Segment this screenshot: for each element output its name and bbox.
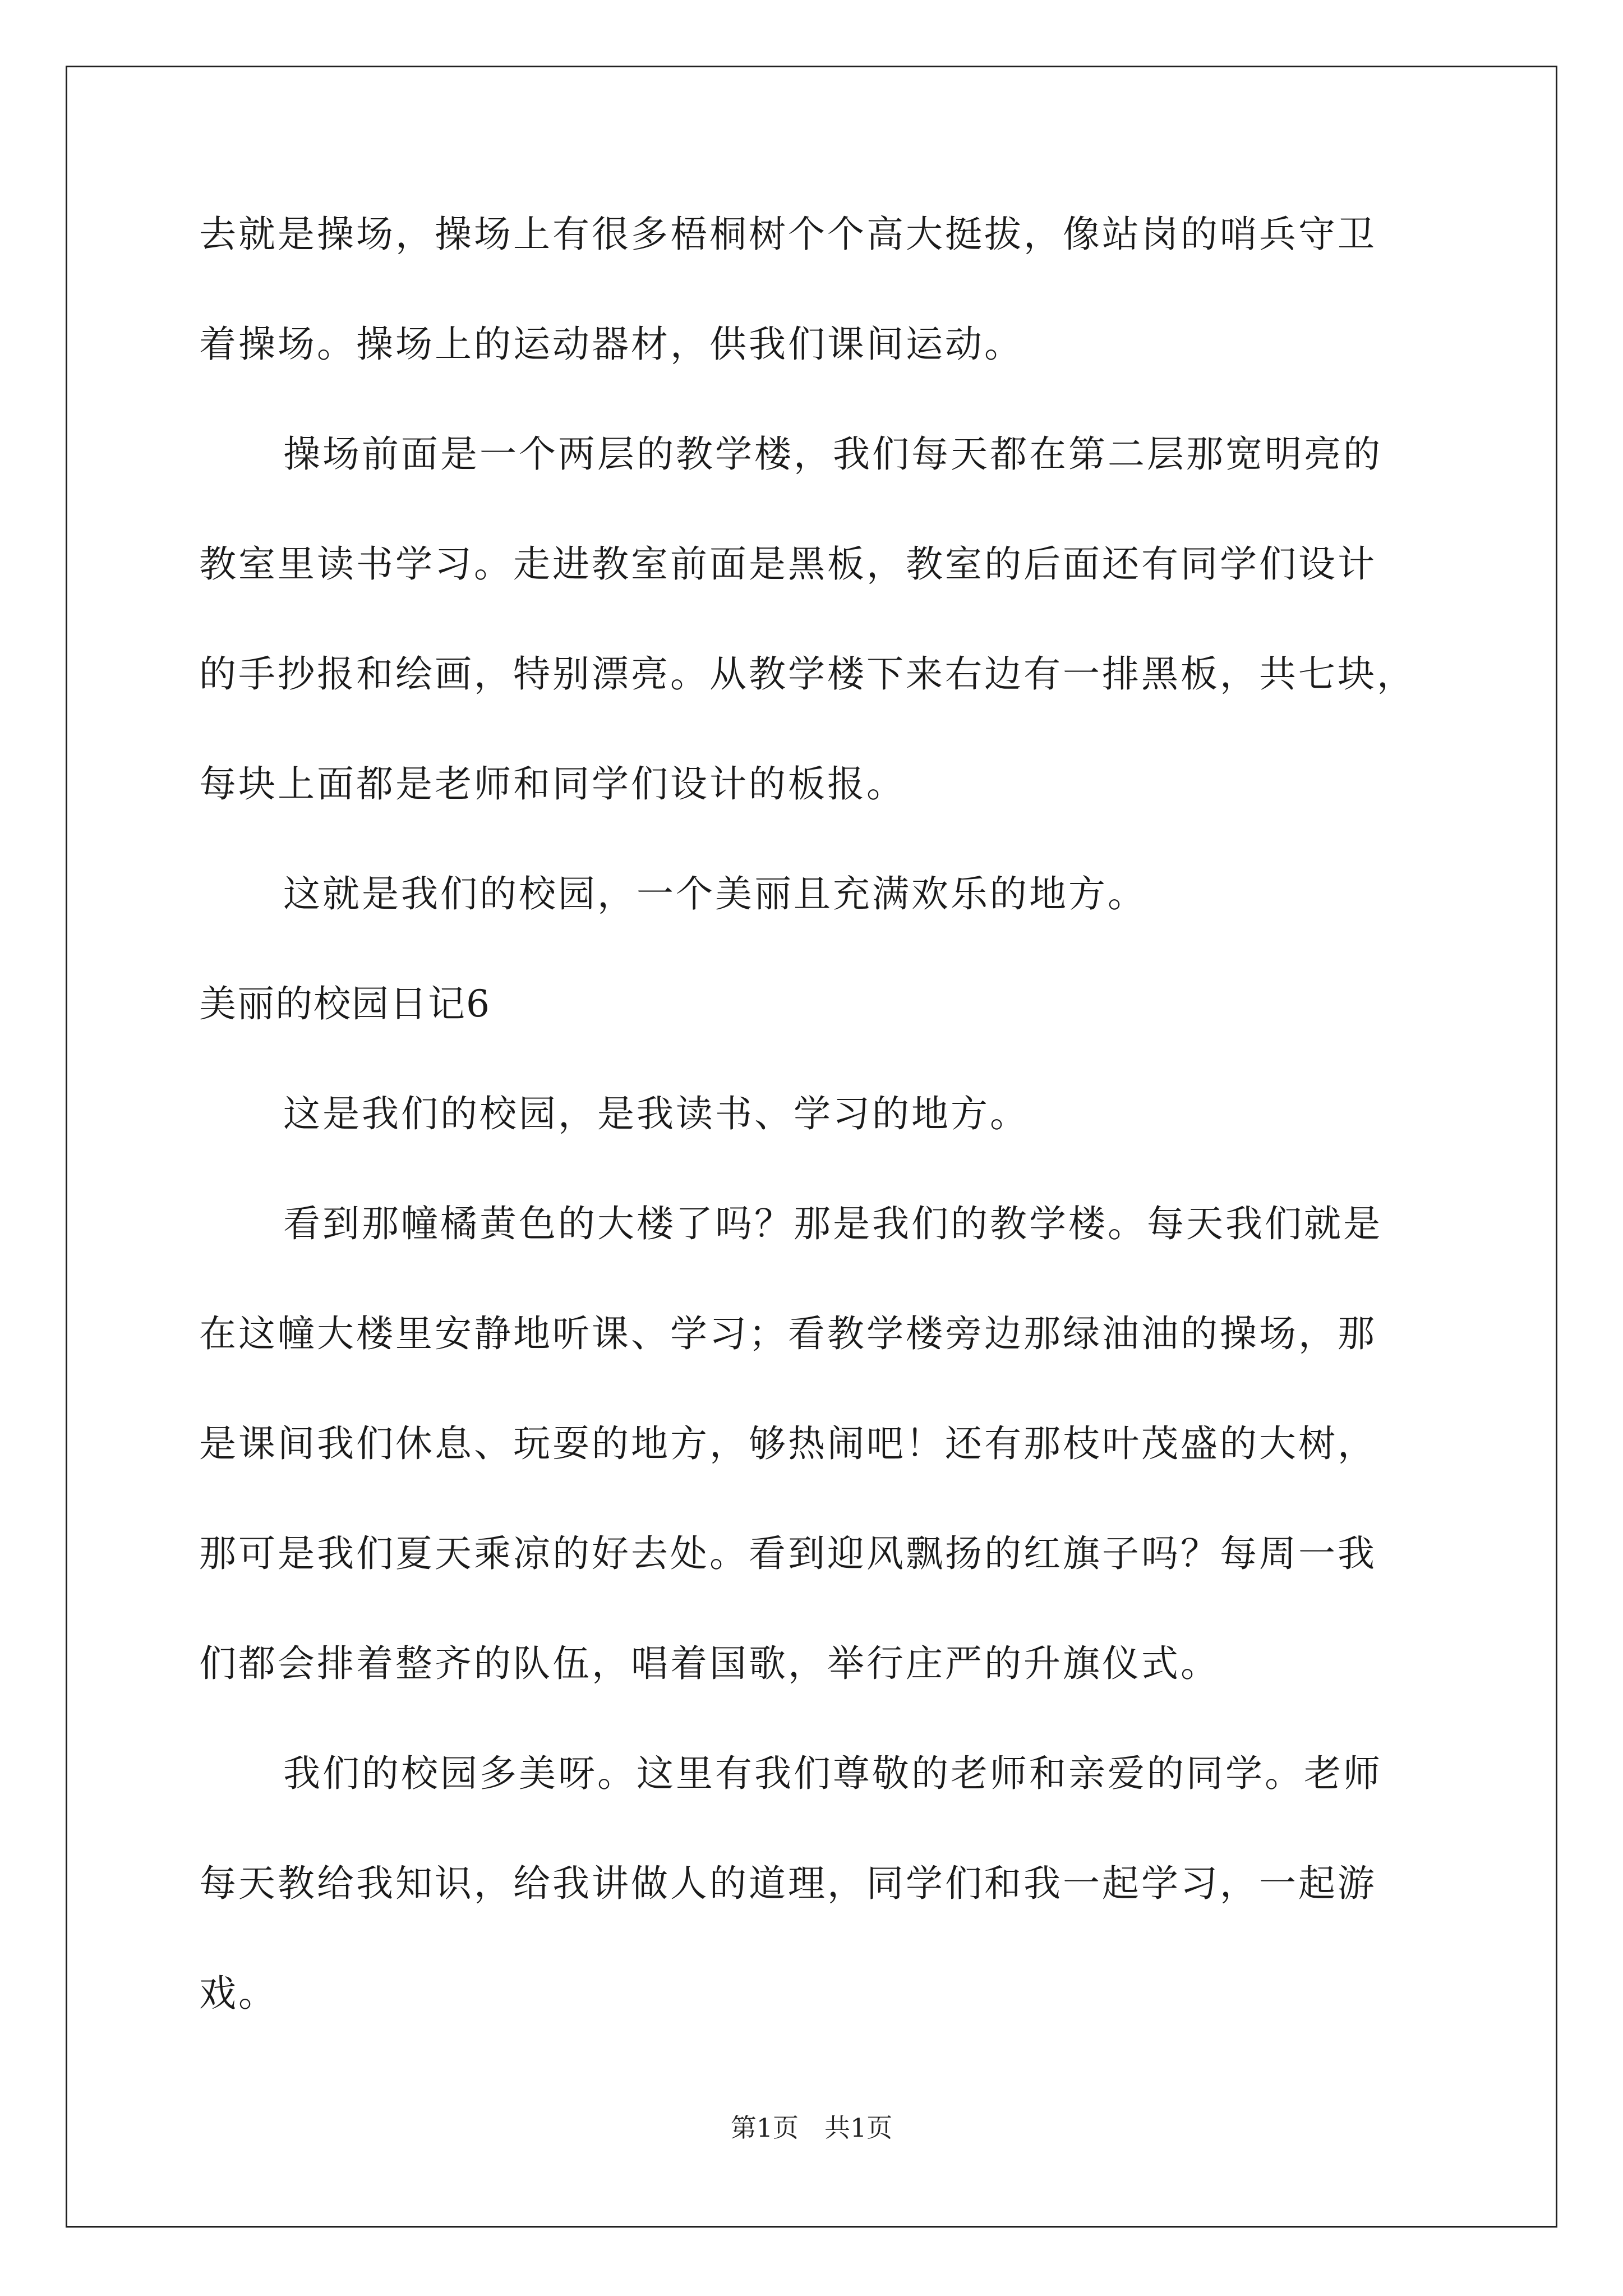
paragraph-start-line: 这就是我们的校园，一个美丽且充满欢乐的地方。 [283,872,1147,915]
text-line: 每块上面都是老师和同学们设计的板报。 [199,762,906,806]
paragraph-start-line: 操场前面是一个两层的教学楼，我们每天都在第二层那宽明亮的 [283,432,1382,476]
text-line: 们都会排着整齐的队伍，唱着国歌，举行庄严的升旗仪式。 [199,1642,1220,1685]
paragraph-start-line: 我们的校园多美呀。这里有我们尊敬的老师和亲爱的同学。老师 [283,1752,1382,1795]
paragraph-start-line: 这是我们的校园，是我读书、学习的地方。 [283,1092,1029,1135]
text-line: 是课间我们休息、玩耍的地方，够热闹吧！还有那枝叶茂盛的大树， [199,1422,1377,1465]
page-number-footer: 第1页 共1页 [730,2113,893,2143]
document-body [199,213,1433,2082]
text-line: 在这幢大楼里安静地听课、学习；看教学楼旁边那绿油油的操场，那 [199,1312,1377,1355]
text-line: 戏。 [199,1972,278,2015]
text-line: 每天教给我知识，给我讲做人的道理，同学们和我一起学习，一起游 [199,1862,1377,1905]
text-line: 教室里读书学习。走进教室前面是黑板，教室的后面还有同学们设计 [199,542,1377,586]
text-line: 着操场。操场上的运动器材，供我们课间运动。 [199,323,1023,366]
text-line: 的手抄报和绘画，特别漂亮。从教学楼下来右边有一排黑板，共七块， [199,652,1416,696]
text-line: 那可是我们夏天乘凉的好去处。看到迎风飘扬的红旗子吗？每周一我 [199,1532,1377,1575]
section-heading: 美丽的校园日记6 [199,982,491,1025]
paragraph-start-line: 看到那幢橘黄色的大楼了吗？那是我们的教学楼。每天我们就是 [283,1202,1382,1245]
text-line: 去就是操场，操场上有很多梧桐树个个高大挺拔，像站岗的哨兵守卫 [199,213,1377,256]
